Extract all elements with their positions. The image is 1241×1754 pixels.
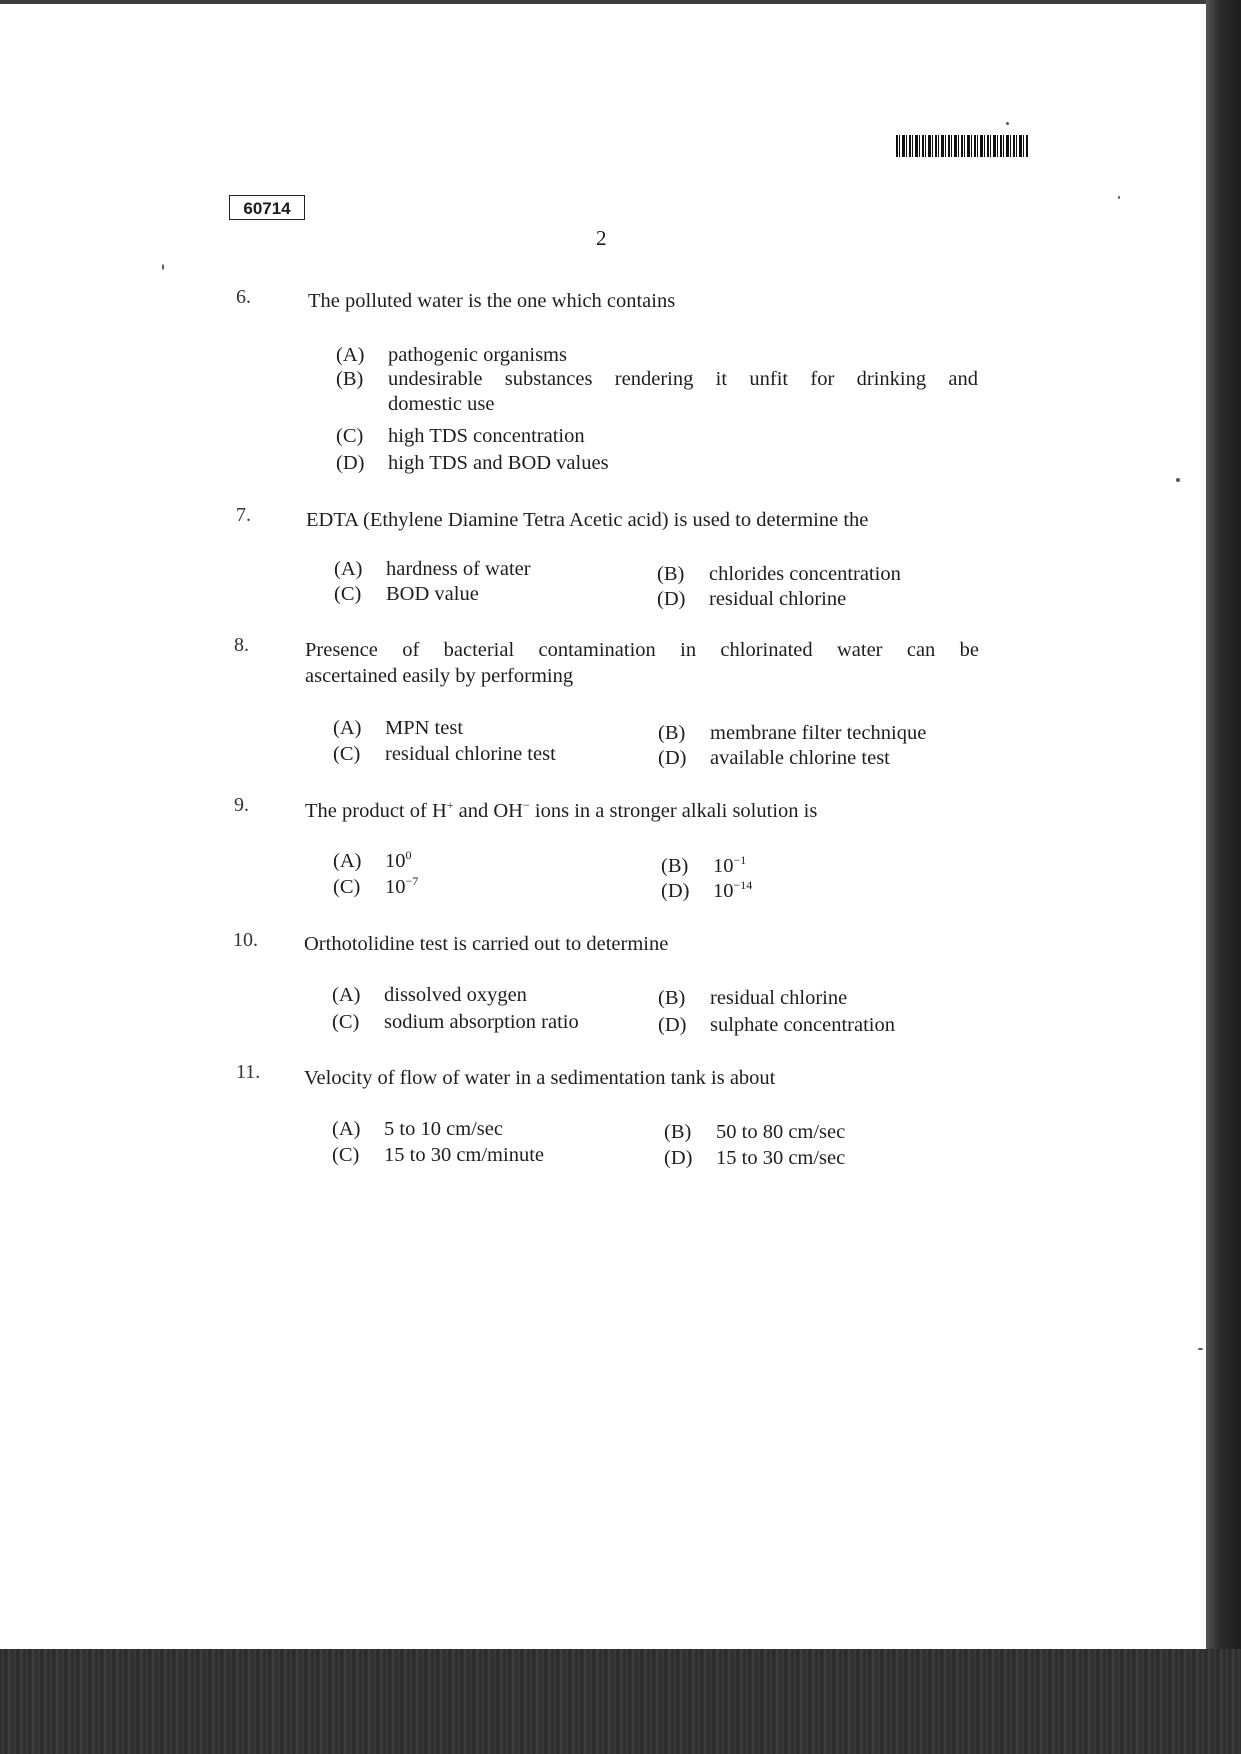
scan-speck: [1118, 196, 1120, 199]
option-label: (D): [658, 747, 687, 769]
option: [333, 849, 412, 873]
option-text: pathogenic organisms: [388, 344, 567, 366]
option-label: (A): [334, 558, 363, 580]
option-text: residual chlorine test: [385, 743, 556, 765]
option: [658, 1013, 895, 1037]
option-label: (B): [661, 855, 689, 877]
scan-speck: [1006, 122, 1009, 125]
scan-speck: [162, 264, 164, 270]
paper-code-box: 60714: [229, 195, 305, 220]
option-label: (C): [332, 1144, 360, 1166]
option-exponent: −14: [733, 878, 753, 893]
option-text: undesirable substances rendering it unfit for drinking and: [388, 368, 978, 390]
option: [661, 879, 752, 903]
option-label: (D): [336, 452, 365, 474]
option: [658, 986, 847, 1010]
option-text: hardness of water: [386, 558, 531, 580]
option-label: (B): [664, 1121, 692, 1143]
option: [336, 424, 585, 448]
option-exponent: −1: [733, 853, 747, 868]
option-text: BOD value: [386, 583, 479, 605]
question-text-part: ions in a stronger alkali solution is: [529, 800, 818, 822]
option-text: available chlorine test: [710, 747, 890, 769]
option-label: (C): [332, 1011, 360, 1033]
question-text-part: The product of H: [305, 800, 447, 822]
option: [334, 582, 479, 606]
option-label: (B): [657, 563, 685, 585]
option: [336, 451, 609, 475]
option-label: (A): [333, 850, 362, 872]
question-text: Velocity of flow of water in a sedimentation tank is about: [304, 1067, 776, 1089]
option: [658, 721, 926, 745]
option: [332, 983, 527, 1007]
option: [657, 587, 846, 611]
option: [332, 1117, 503, 1141]
option-text: sodium absorption ratio: [384, 1011, 579, 1033]
option-label: (C): [336, 425, 364, 447]
option-label: (D): [664, 1147, 693, 1169]
option-label: (D): [657, 588, 686, 610]
option-exponent: 0: [405, 848, 412, 863]
superscript: +: [446, 798, 454, 813]
option-text: residual chlorine: [709, 588, 847, 610]
question-text: Presence of bacterial contamination in chlorinated water can be: [305, 639, 979, 661]
option-base: 10: [385, 876, 406, 898]
question-text-part: and OH: [453, 800, 523, 822]
option: [658, 746, 890, 770]
option: [333, 875, 418, 899]
option-text: high TDS concentration: [388, 425, 585, 447]
question-number: 8.: [234, 634, 249, 656]
question-number: 11.: [236, 1061, 261, 1083]
option: [333, 742, 556, 766]
question-text: Orthotolidine test is carried out to determine: [304, 933, 669, 955]
option-text: dissolved oxygen: [384, 984, 527, 1006]
option-label: (B): [658, 987, 686, 1009]
option-text: 15 to 30 cm/sec: [716, 1147, 846, 1169]
option-text: MPN test: [385, 717, 464, 739]
option-text: chlorides concentration: [709, 563, 901, 585]
option-label: (A): [332, 984, 361, 1006]
option-label: (A): [333, 717, 362, 739]
scan-border-bottom: [0, 1649, 1241, 1754]
option: [334, 557, 531, 581]
option-text: 5 to 10 cm/sec: [384, 1118, 503, 1140]
question-number: 10.: [233, 929, 258, 951]
option: [333, 716, 463, 740]
option-label: (C): [334, 583, 362, 605]
question-text-line2: ascertained easily by performing: [305, 665, 574, 687]
question-number: 6.: [236, 286, 251, 308]
option: [664, 1146, 845, 1170]
option-text: sulphate concentration: [710, 1014, 896, 1036]
option-text: high TDS and BOD values: [388, 452, 609, 474]
option: [657, 562, 901, 586]
option: [336, 367, 981, 415]
question-number: 7.: [236, 504, 251, 526]
scan-speck: [1198, 1348, 1203, 1350]
superscript: −: [523, 798, 530, 813]
barcode-image: [896, 135, 1028, 157]
option-label: (C): [333, 876, 361, 898]
question-text: [305, 799, 817, 823]
option-label: (A): [336, 344, 365, 366]
option-text: 15 to 30 cm/minute: [384, 1144, 544, 1166]
option: [661, 854, 746, 878]
option-exponent: −7: [405, 874, 419, 889]
option-text-continuation: domestic use: [388, 393, 495, 415]
question-text: EDTA (Ethylene Diamine Tetra Acetic acid) is used to determine the: [306, 509, 869, 531]
option-label: (D): [661, 880, 690, 902]
scan-speck: [1176, 478, 1180, 482]
option: [664, 1120, 845, 1144]
option: [332, 1143, 544, 1167]
option-label: (A): [332, 1118, 361, 1140]
option: [332, 1010, 579, 1034]
option-text: membrane filter technique: [710, 722, 927, 744]
scan-border-right: [1206, 0, 1241, 1754]
question-text: The polluted water is the one which contains: [308, 290, 676, 312]
question-number: 9.: [234, 794, 249, 816]
option-label: (D): [658, 1014, 687, 1036]
option-base: 10: [385, 850, 406, 872]
option-base: 10: [713, 855, 734, 877]
option-label: (B): [336, 368, 364, 390]
option-base: 10: [713, 880, 734, 902]
option-label: (C): [333, 743, 361, 765]
option-text: residual chlorine: [710, 987, 848, 1009]
option-label: (B): [658, 722, 686, 744]
option-text: 50 to 80 cm/sec: [716, 1121, 846, 1143]
page-number: 2: [596, 226, 607, 250]
option: [336, 343, 567, 367]
